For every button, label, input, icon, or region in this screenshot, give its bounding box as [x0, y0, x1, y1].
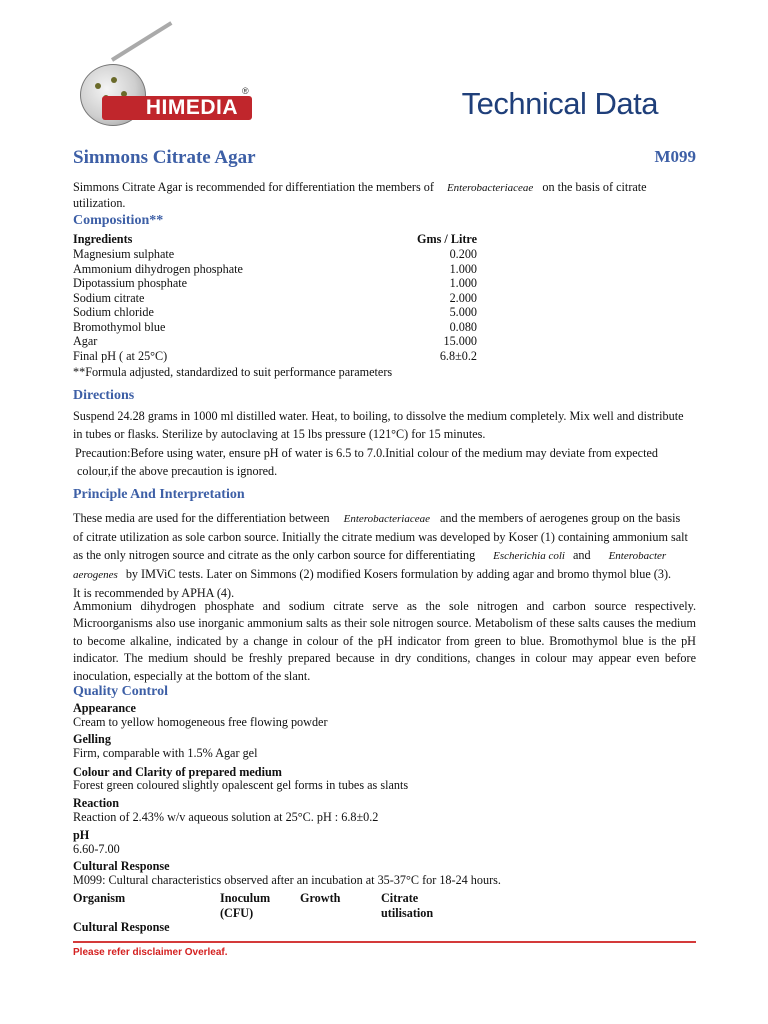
ph-value: 6.60-7.00 — [73, 842, 120, 856]
gelling-label: Gelling — [73, 732, 111, 746]
colour-clarity-label: Colour and Clarity of prepared medium — [73, 765, 282, 779]
appearance-value: Cream to yellow homogeneous free flowing powder — [73, 715, 328, 729]
product-code: M099 — [654, 147, 696, 166]
ingredient-name: Sodium chloride — [73, 305, 154, 319]
precaution-text — [75, 444, 698, 480]
principle-organism: Enterobacter — [608, 550, 667, 562]
ingredient-name: Sodium citrate — [73, 290, 145, 305]
citrate-label: Citrate — [381, 891, 419, 905]
principle-text: by IMViC tests. Later on Simmons (2) modified Kosers formulation by adding agar and bromo thymol blue (3). — [125, 567, 672, 581]
gelling-value: Firm, comparable with 1.5% Agar gel — [73, 746, 258, 760]
ingredient-name: Ammonium dihydrogen phosphate — [73, 261, 243, 276]
principle-organism: aerogenes — [73, 569, 118, 581]
disclaimer-text: Please refer disclaimer Overleaf. — [73, 947, 228, 958]
cultural-response-label: Cultural Response — [73, 859, 170, 873]
composition-row — [73, 291, 477, 306]
precaution-line: colour,if the above precaution is ignored. — [77, 464, 278, 478]
ingredient-name: Dipotassium phosphate — [73, 276, 188, 290]
col-ingredients: Ingredients — [73, 232, 133, 246]
principle-text: It is recommended by APHA (4). — [73, 586, 235, 600]
composition-row — [73, 262, 477, 277]
precaution-line: Precaution:Before using water, ensure pH of water is 6.5 to 7.0.Initial colour of the medium may deviate from expected — [75, 446, 658, 460]
composition-row — [73, 334, 477, 349]
appearance-label: Appearance — [73, 701, 136, 715]
ingredient-value: 0.200 — [449, 247, 477, 261]
page-heading: Technical Data — [461, 86, 658, 121]
table-col-citrate — [381, 891, 433, 920]
ingredient-name: Magnesium sulphate — [73, 247, 175, 261]
principle-text: and — [572, 548, 591, 562]
ingredient-value: 0.080 — [449, 319, 477, 334]
principle-paragraph-1 — [73, 509, 698, 602]
composition-row — [73, 276, 477, 291]
principle-text: and the members of aerogenes group on the basis — [439, 511, 681, 525]
intro-text-line2: utilization. — [73, 196, 126, 210]
ingredient-value: 15.000 — [443, 334, 477, 348]
colour-clarity-value: Forest green coloured slightly opalescent gel forms in tubes as slants — [73, 778, 409, 792]
intro-text-after: on the basis of citrate — [542, 180, 647, 194]
table-subheading: Cultural Response — [73, 920, 170, 934]
composition-header-row — [73, 232, 477, 247]
directions-line: Suspend 24.28 grams in 1000 ml distilled water. Heat, to boiling, to dissolve the medium completely. Mix well and distribute — [73, 409, 684, 423]
col-gms-litre: Gms / Litre — [416, 232, 477, 246]
ingredient-name: Bromothymol blue — [73, 319, 166, 334]
table-col-organism: Organism — [73, 891, 126, 905]
ingredient-value: 6.8±0.2 — [439, 348, 477, 363]
quality-control-heading: Quality Control — [73, 684, 169, 699]
ingredient-name: Final pH ( at 25°C) — [73, 348, 168, 363]
table-col-inoculum — [220, 891, 270, 920]
intro-organism: Enterobacteriaceae — [446, 182, 534, 194]
ingredient-value: 5.000 — [449, 305, 477, 319]
table-col-growth: Growth — [300, 891, 341, 905]
principle-text: as the only nitrogen source and citrate as the only carbon source for differentiating — [73, 548, 476, 562]
composition-row — [73, 305, 477, 320]
brand-name: HIMEDIA — [102, 96, 252, 120]
composition-row — [73, 247, 477, 262]
citrate-label-2: utilisation — [381, 905, 434, 920]
ingredient-value: 2.000 — [449, 290, 477, 305]
directions-line: in tubes or flasks. Sterilize by autoclaving at 15 lbs pressure (121°C) for 15 minutes. — [73, 427, 486, 441]
principle-organism: Escherichia coli — [493, 550, 565, 562]
directions-heading: Directions — [73, 388, 135, 403]
cultural-response-value: M099: Cultural characteristics observed after an incubation at 35-37°C for 18-24 hours. — [73, 873, 501, 887]
principle-heading: Principle And Interpretation — [73, 487, 245, 502]
inoculating-loop-icon — [111, 21, 172, 61]
ingredient-value: 1.000 — [449, 276, 477, 290]
footer-divider — [73, 941, 696, 943]
inoculum-label: Inoculum — [220, 891, 271, 905]
composition-row — [73, 349, 477, 364]
composition-heading: Composition** — [73, 213, 164, 228]
ingredient-value: 1.000 — [449, 261, 477, 276]
directions-text — [73, 407, 698, 443]
intro-text: Simmons Citrate Agar is recommended for differentiation the members of — [73, 180, 434, 194]
inoculum-unit: (CFU) — [220, 905, 254, 920]
product-title: Simmons Citrate Agar — [73, 147, 256, 168]
composition-row — [73, 320, 477, 335]
himedia-logo — [72, 58, 262, 138]
ph-label: pH — [73, 828, 90, 842]
principle-text: of citrate utilization as sole carbon source. Initially the citrate medium was developed by Koser (1) containing ammonium salt — [73, 530, 688, 544]
reaction-label: Reaction — [73, 796, 120, 810]
ingredient-name: Agar — [73, 334, 98, 348]
principle-paragraph-2: Ammonium dihydrogen phosphate and sodium citrate serve as the sole nitrogen and carbon source respectively. Microorganisms also use inorganic ammonium salts as their sole nitrogen source. Metabolism of these salts causes the medium to become alkaline, indicated by a change in colour of the pH indicator from green to blue. Bromothymol blue is the pH indicator. The medium should be freshly prepared because in dry conditions, changes in colour may appear even before inoculation, especially at the bottom of the slant. — [73, 599, 696, 683]
principle-text: These media are used for the differentiation between — [73, 511, 330, 525]
principle-organism: Enterobacteriaceae — [343, 513, 430, 525]
intro-paragraph — [73, 180, 698, 211]
composition-footnote: **Formula adjusted, standardized to suit performance parameters — [73, 365, 393, 379]
reaction-value: Reaction of 2.43% w/v aqueous solution at 25°C. pH : 6.8±0.2 — [73, 810, 379, 824]
registered-mark: ® — [242, 86, 249, 96]
